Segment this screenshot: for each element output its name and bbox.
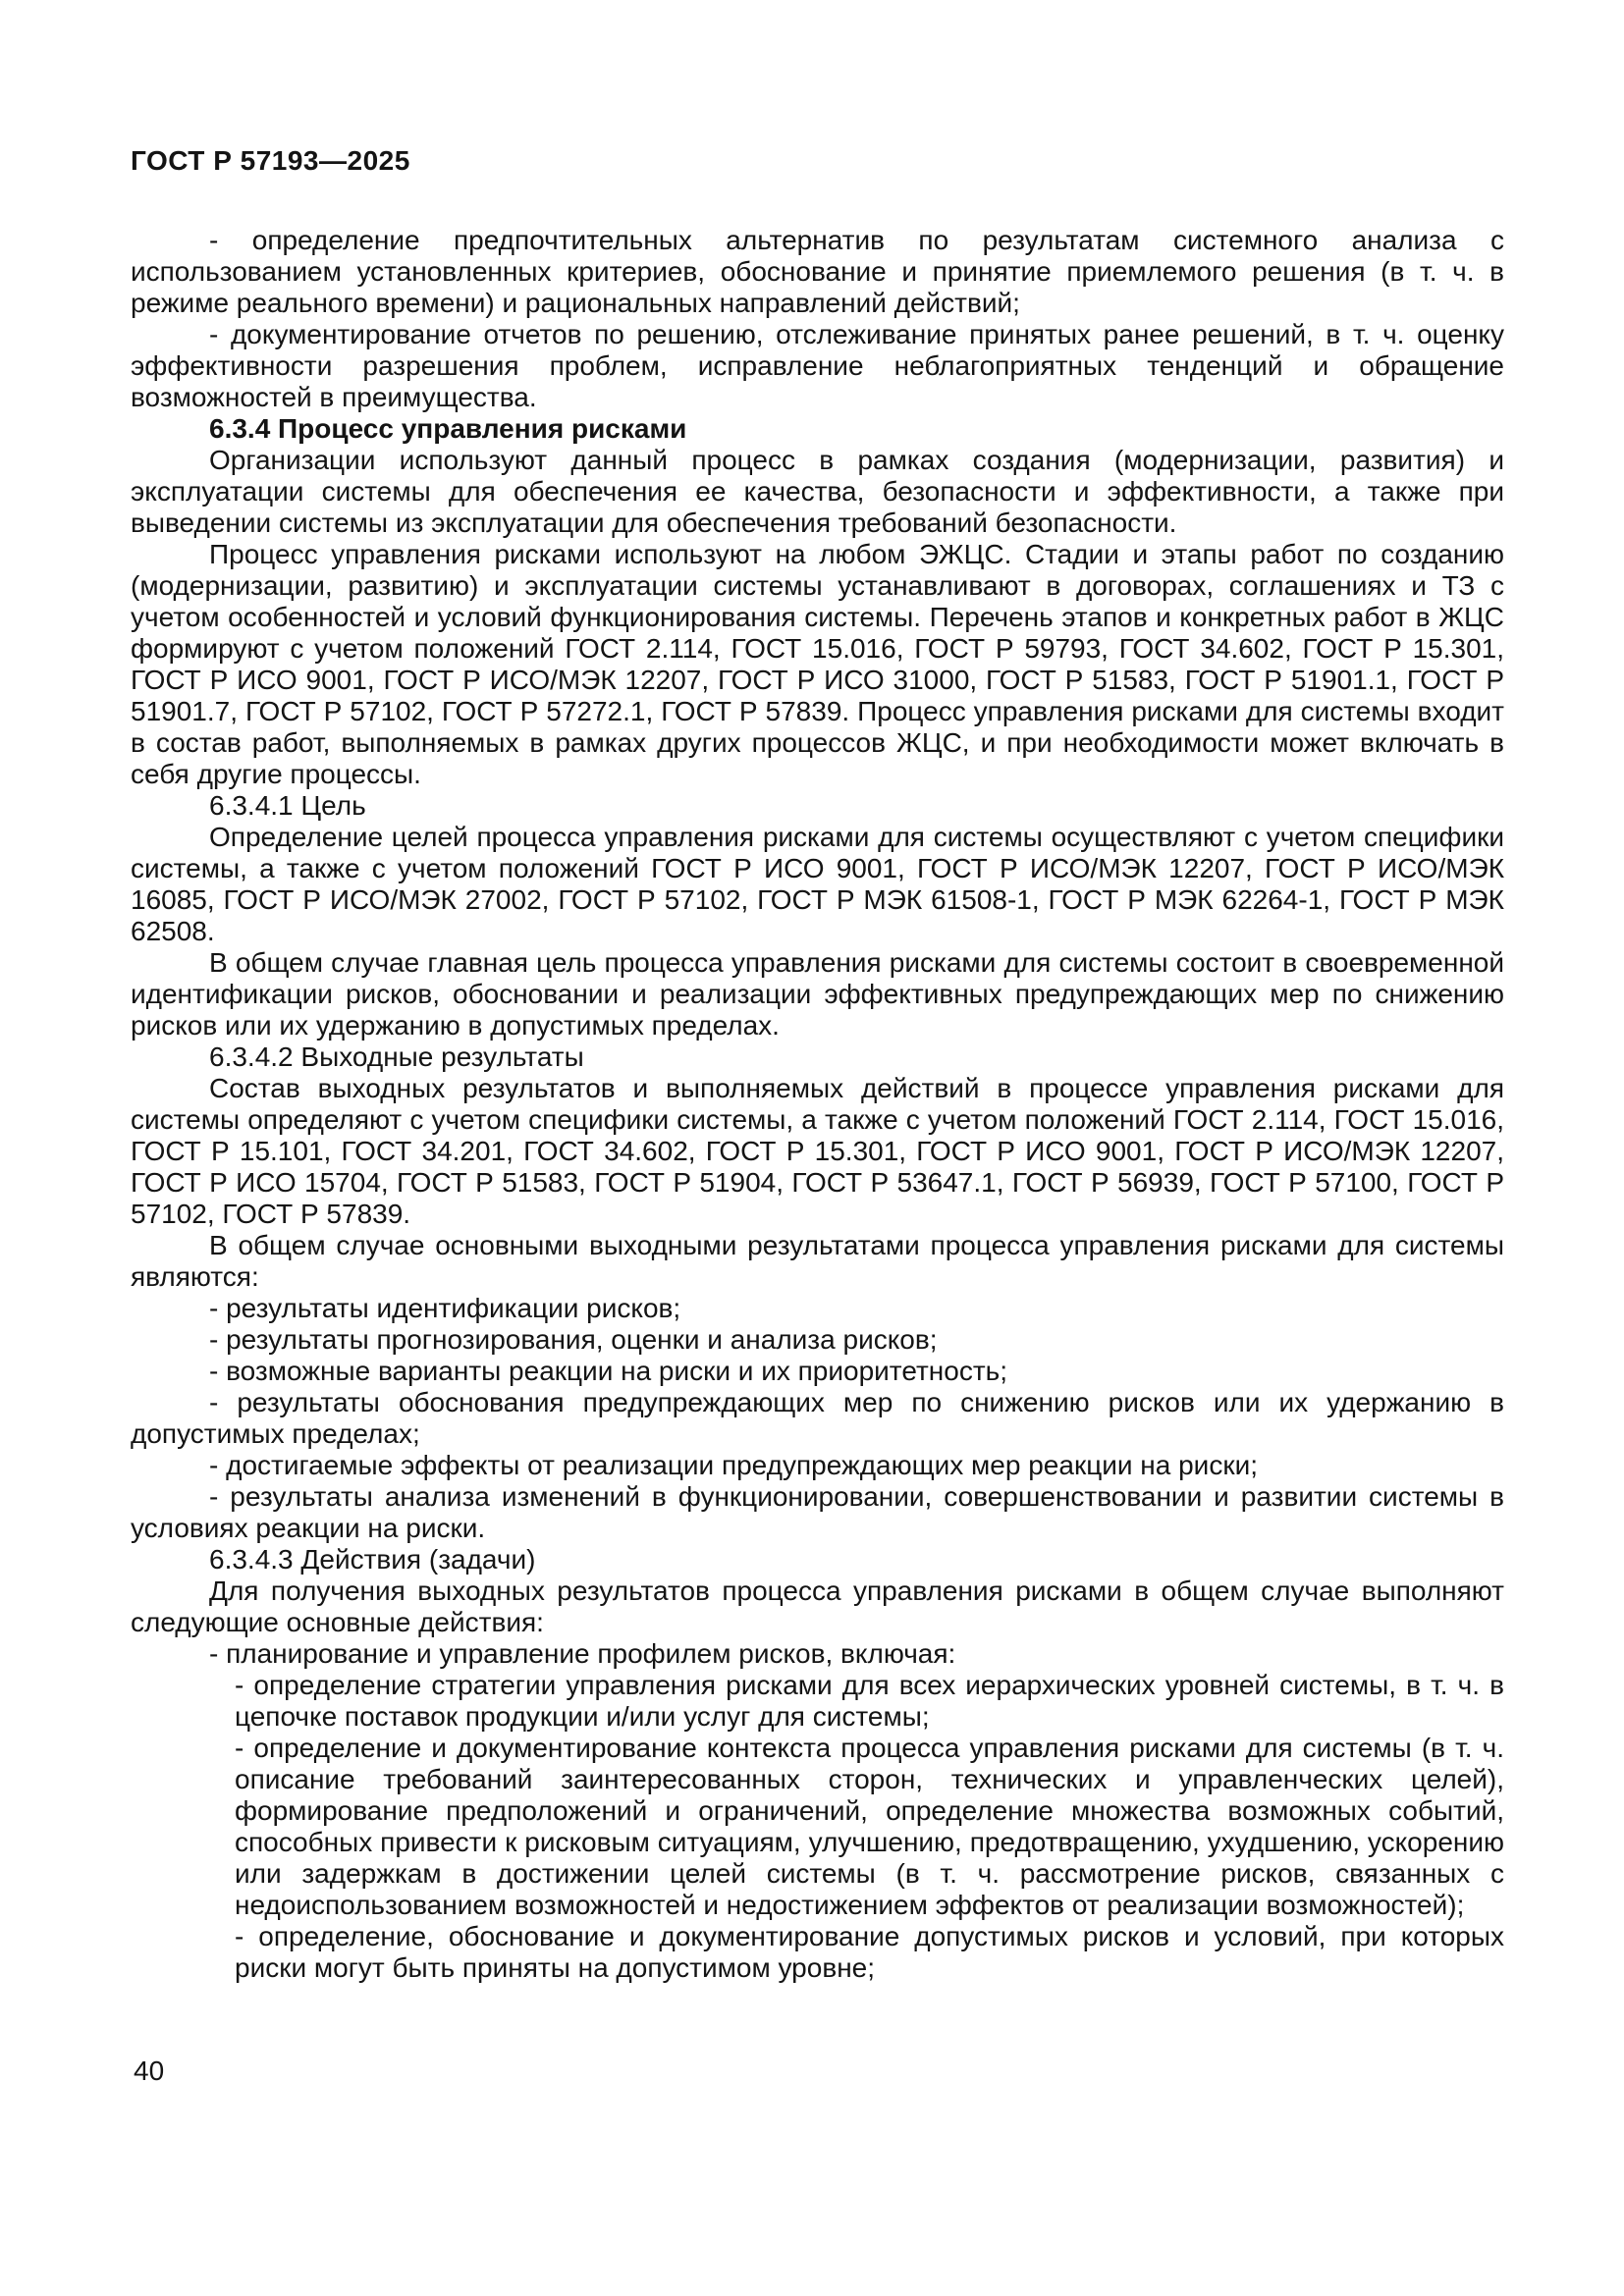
sub-list-item: - определение и документирование контекста процесса управления рисками для системы (в т. ч. описание требований заинтересованных сторон, технических и управленческих целей), формирование предположений и ограничений, определение множества возможных событий, способных привести к рисковым ситуациям, улучшению, предотвращению, ухудшению, ускорению или задержкам в достижении целей системы (в т. ч. рассмотрение рисков, связанных с недоиспользованием возможностей и недостижением эффектов от реализации возможностей); [235, 1733, 1504, 1920]
page-number: 40 [134, 2056, 165, 2086]
sub-list-item: - определение стратегии управления рисками для всех иерархических уровней системы, в т. ч. в цепочке поставок продукции и/или услуг для системы; [235, 1670, 1504, 1732]
list-item: - результаты прогнозирования, оценки и анализа рисков; [209, 1324, 938, 1355]
subsection-heading: 6.3.4.2 Выходные результаты [209, 1041, 584, 1072]
subsection-heading: 6.3.4.1 Цель [209, 790, 366, 821]
list-item: - результаты идентификации рисков; [209, 1293, 681, 1323]
list-item: - документирование отчетов по решению, отслеживание принятых ранее решений, в т. ч. оценку эффективности разрешения проблем, исправление неблагоприятных тенденций и обращение возможностей в преимущества. [131, 319, 1504, 412]
list-item: - определение предпочтительных альтернатив по результатам системного анализа с использованием установленных критериев, обоснование и принятие приемлемого решения (в т. ч. в режиме реального времени) и рациональных направлений действий; [131, 225, 1504, 318]
paragraph: Состав выходных результатов и выполняемых действий в процессе управления рисками для системы определяют с учетом специфики системы, а также с учетом положений ГОСТ 2.114, ГОСТ 15.016, ГОСТ Р 15.101, ГОСТ 34.201, ГОСТ 34.602, ГОСТ Р 15.301, ГОСТ Р ИСО 9001, ГОСТ Р ИСО/МЭК 12207, ГОСТ Р ИСО 15704, ГОСТ Р 51583, ГОСТ Р 51904, ГОСТ Р 53647.1, ГОСТ Р 56939, ГОСТ Р 57100, ГОСТ Р 57102, ГОСТ Р 57839. [131, 1073, 1504, 1229]
document-code-header: ГОСТ Р 57193—2025 [131, 145, 410, 176]
document-body [131, 225, 1504, 1984]
paragraph: Для получения выходных результатов процесса управления рисками в общем случае выполняют следующие основные действия: [131, 1575, 1504, 1637]
paragraph: Организации используют данный процесс в рамках создания (модернизации, развития) и эксплуатации системы для обеспечения ее качества, безопасности и эффективности, а также при выведении системы из эксплуатации для обеспечения требований безопасности. [131, 445, 1504, 538]
list-item: - возможные варианты реакции на риски и их приоритетность; [209, 1356, 1008, 1386]
list-item: - результаты обоснования предупреждающих мер по снижению рисков или их удержанию в допустимых пределах; [131, 1387, 1504, 1449]
subsection-heading: 6.3.4.3 Действия (задачи) [209, 1544, 536, 1575]
paragraph: В общем случае главная цель процесса управления рисками для системы состоит в своевременной идентификации рисков, обосновании и реализации эффективных предупреждающих мер по снижению рисков или их удержанию в допустимых пределах. [131, 947, 1504, 1041]
paragraph: Процесс управления рисками используют на любом ЭЖЦС. Стадии и этапы работ по созданию (модернизации, развитию) и эксплуатации системы устанавливают в договорах, соглашениях и ТЗ с учетом особенностей и условий функционирования системы. Перечень этапов и конкретных работ в ЖЦС формируют с учетом положений ГОСТ 2.114, ГОСТ 15.016, ГОСТ Р 59793, ГОСТ 34.602, ГОСТ Р 15.301, ГОСТ Р ИСО 9001, ГОСТ Р ИСО/МЭК 12207, ГОСТ Р ИСО 31000, ГОСТ Р 51583, ГОСТ Р 51901.1, ГОСТ Р 51901.7, ГОСТ Р 57102, ГОСТ Р 57272.1, ГОСТ Р 57839. Процесс управления рисками для системы входит в состав работ, выполняемых в рамках других процессов ЖЦС, и при необходимости может включать в себя другие процессы. [131, 539, 1504, 789]
sub-list-item: - определение, обоснование и документирование допустимых рисков и условий, при которых риски могут быть приняты на допустимом уровне; [235, 1921, 1504, 1983]
list-item: - планирование и управление профилем рисков, включая: [209, 1638, 956, 1669]
paragraph: Определение целей процесса управления рисками для системы осуществляют с учетом специфики системы, а также с учетом положений ГОСТ Р ИСО 9001, ГОСТ Р ИСО/МЭК 12207, ГОСТ Р ИСО/МЭК 16085, ГОСТ Р ИСО/МЭК 27002, ГОСТ Р 57102, ГОСТ Р МЭК 61508-1, ГОСТ Р МЭК 62264-1, ГОСТ Р МЭК 62508. [131, 822, 1504, 946]
list-item: - достигаемые эффекты от реализации предупреждающих мер реакции на риски; [209, 1450, 1258, 1480]
paragraph: В общем случае основными выходными результатами процесса управления рисками для системы являются: [131, 1230, 1504, 1292]
list-item: - результаты анализа изменений в функционировании, совершенствовании и развитии системы в условиях реакции на риски. [131, 1481, 1504, 1543]
section-heading: 6.3.4 Процесс управления рисками [209, 413, 687, 444]
